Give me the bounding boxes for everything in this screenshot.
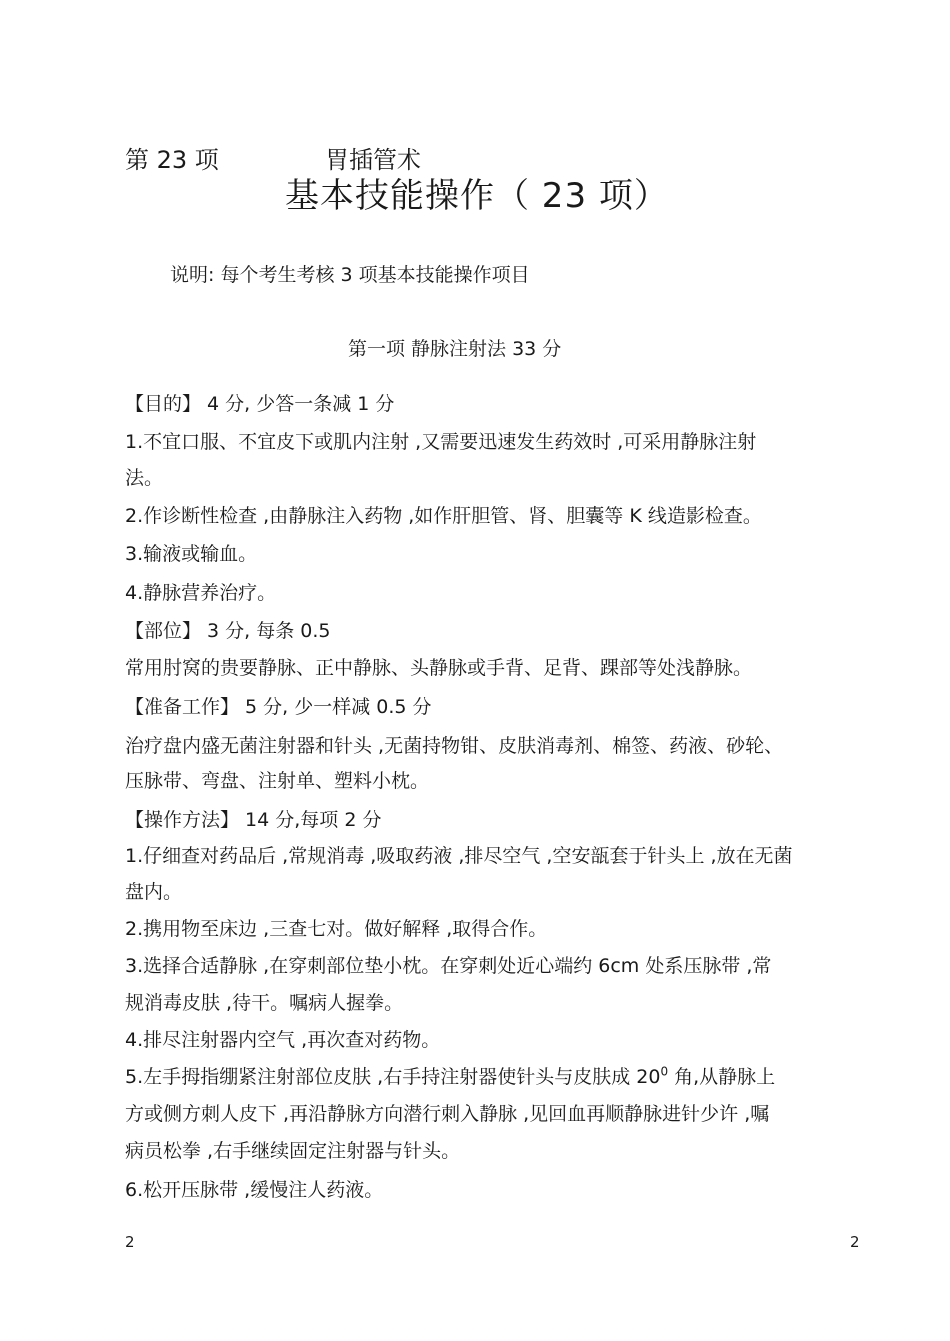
section-title: 第一项 静脉注射法 33 分 bbox=[348, 338, 562, 360]
text-line: 3.输液或输血。 bbox=[125, 543, 258, 565]
text-line: 方或侧方刺人皮下 ,再沿静脉方向潜行刺入静脉 ,见回血再顺静脉进针少许 ,嘱 bbox=[125, 1103, 770, 1125]
text-line: 压脉带、弯盘、注射单、塑料小枕。 bbox=[125, 770, 430, 792]
text-line: 【目的】 4 分, 少答一条减 1 分 bbox=[125, 393, 395, 415]
text-line: 病员松拳 ,右手继续固定注射器与针头。 bbox=[125, 1140, 461, 1162]
item-name: 胃插管术 bbox=[325, 146, 421, 174]
text-line: 6.松开压脉带 ,缓慢注人药液。 bbox=[125, 1179, 384, 1201]
degree-superscript: 0 bbox=[660, 1064, 669, 1079]
instruction-note: 说明: 每个考生考核 3 项基本技能操作项目 bbox=[170, 264, 530, 286]
text-line: 法。 bbox=[125, 467, 164, 489]
text-line: 1.不宜口服、不宜皮下或肌内注射 ,又需要迅速发生药效时 ,可采用静脉注射 bbox=[125, 431, 757, 453]
text-line: 规消毒皮肤 ,待干。嘱病人握拳。 bbox=[125, 992, 404, 1014]
step5-text: 5.左手拇指绷紧注射部位皮肤 ,右手持注射器使针头与皮肤成 20 bbox=[125, 1066, 661, 1088]
text-line: 盘内。 bbox=[125, 881, 183, 903]
text-line: 4.排尽注射器内空气 ,再次查对药物。 bbox=[125, 1029, 441, 1051]
page-number-left: 2 bbox=[125, 1233, 135, 1251]
text-line: 治疗盘内盛无菌注射器和针头 ,无菌持物钳、皮肤消毒剂、棉签、药液、砂轮、 bbox=[125, 735, 784, 757]
text-line: 4.静脉营养治疗。 bbox=[125, 582, 277, 604]
text-line: 1.仔细查对药品后 ,常规消毒 ,吸取药液 ,排尽空气 ,空安瓿套于针头上 ,放在无菌 bbox=[125, 845, 793, 867]
text-line: 【部位】 3 分, 每条 0.5 bbox=[125, 620, 331, 642]
text-line-step5 bbox=[125, 1062, 775, 1089]
text-line: 2.作诊断性检查 ,由静脉注入药物 ,如作肝胆管、肾、胆囊等 K 线造影检查。 bbox=[125, 505, 762, 527]
item-number: 第 23 项 bbox=[125, 146, 219, 174]
text-line: 3.选择合适静脉 ,在穿刺部位垫小枕。在穿刺处近心端约 6cm 处系压脉带 ,常 bbox=[125, 955, 772, 977]
step5-text-end: 角,从静脉上 bbox=[668, 1066, 776, 1088]
text-line: 【准备工作】 5 分, 少一样减 0.5 分 bbox=[125, 696, 432, 718]
page-title: 基本技能操作（ 23 项） bbox=[285, 176, 669, 216]
text-line: 2.携用物至床边 ,三查七对。做好解释 ,取得合作。 bbox=[125, 918, 548, 940]
text-line: 常用肘窝的贵要静脉、正中静脉、头静脉或手背、足背、踝部等处浅静脉。 bbox=[125, 657, 753, 679]
page-number-right: 2 bbox=[850, 1233, 860, 1251]
text-line: 【操作方法】 14 分,每项 2 分 bbox=[125, 809, 382, 831]
